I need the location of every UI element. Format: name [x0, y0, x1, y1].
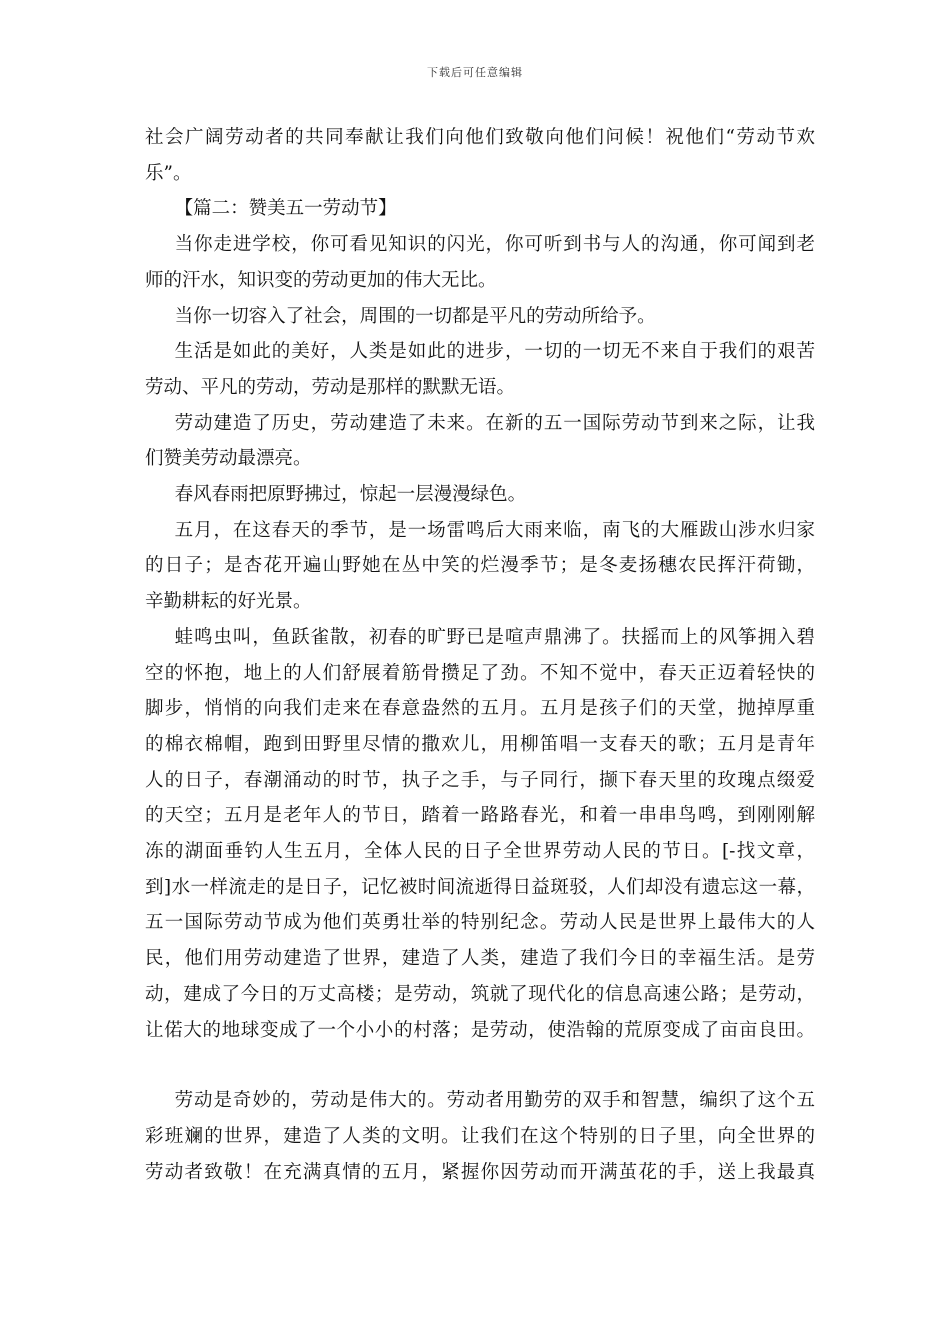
- paragraph: [145, 477, 815, 513]
- text-line: 劳动建造了历史，劳动建造了未来。在新的五一国际劳动节到来之际，让我: [174, 412, 815, 434]
- text-line: 春风春雨把原野拂过，惊起一层漫漫绿色。: [174, 484, 527, 506]
- text-line: 蛙鸣虫叫，鱼跃雀散，初春的旷野已是喧声鼎沸了。扶摇而上的风筝拥入碧: [174, 626, 815, 648]
- text-line: 生活是如此的美好，人类是如此的进步，一切的一切无不来自于我们的艰苦: [174, 341, 815, 363]
- paragraph: [145, 334, 815, 405]
- text-line: 们赞美劳动最漂亮。: [145, 448, 312, 470]
- text-line: 辛勤耕耘的好光景。: [145, 591, 312, 613]
- text-line: 到]水一样流走的是日子，记忆被时间流逝得日益斑驳，人们却没有遗忘这一幕，: [145, 876, 815, 898]
- paragraph: [145, 120, 815, 191]
- paragraph: [145, 299, 815, 335]
- text-line: 当你一切容入了社会，周围的一切都是平凡的劳动所给予。: [174, 305, 656, 327]
- section-heading: [145, 191, 815, 227]
- text-line: 彩班斓的世界，建造了人类的文明。让我们在这个特别的日子里，向全世界的: [145, 1125, 815, 1147]
- text-line: 社会广阔劳动者的共同奉献让我们向他们致敬向他们问候！祝他们“劳动节欢: [145, 127, 815, 148]
- document-body: [145, 120, 815, 1190]
- text-line: 空的怀抱，地上的人们舒展着筋骨攒足了劲。不知不觉中，春天正迈着轻快的: [145, 662, 815, 684]
- paragraph-gap: [145, 1048, 815, 1083]
- paragraph: [145, 513, 815, 620]
- text-line: 冻的湖面垂钓人生五月，全体人民的日子全世界劳动人民的节日。[-找文章，: [145, 841, 815, 863]
- text-line: 的天空；五月是老年人的节日，踏着一路路春光，和着一串串鸟鸣，到刚刚解: [145, 805, 815, 827]
- text-line: 【篇二：赞美五一劳动节】: [174, 198, 397, 220]
- text-line: 乐”。: [145, 162, 192, 184]
- text-line: 的日子；是杏花开遍山野她在丛中笑的烂漫季节；是冬麦扬穗农民挥汗荷锄，: [145, 555, 815, 577]
- text-line: 劳动者致敬！在充满真情的五月，紧握你因劳动而开满茧花的手，送上我最真: [145, 1161, 815, 1183]
- text-line: 劳动是奇妙的，劳动是伟大的。劳动者用勤劳的双手和智慧，编织了这个五: [174, 1090, 815, 1112]
- text-line: 人的日子，春潮涌动的时节，执子之手，与子同行，撷下春天里的玫瑰点缀爱: [145, 769, 815, 791]
- text-line: 五月，在这春天的季节，是一场雷鸣后大雨来临，南飞的大雁跋山涉水归家: [174, 519, 815, 541]
- page-header: 下载后可任意编辑: [427, 66, 523, 79]
- text-line: 师的汗水，知识变的劳动更加的伟大无比。: [145, 269, 497, 291]
- paragraph: [145, 227, 815, 298]
- text-line: 让偌大的地球变成了一个小小的村落；是劳动，使浩翰的荒原变成了亩亩良田。: [145, 1019, 815, 1041]
- text-line: 民，他们用劳动建造了世界，建造了人类，建造了我们今日的幸福生活。是劳: [145, 948, 815, 970]
- text-line: 的棉衣棉帽，跑到田野里尽情的撒欢儿，用柳笛唱一支春天的歌；五月是青年: [145, 733, 815, 755]
- text-line: 脚步，悄悄的向我们走来在春意盎然的五月。五月是孩子们的天堂，抛掉厚重: [145, 698, 815, 720]
- paragraph: [145, 620, 815, 1048]
- paragraph: [145, 406, 815, 477]
- text-line: 动，建成了今日的万丈高楼；是劳动，筑就了现代化的信息高速公路；是劳动，: [145, 983, 815, 1005]
- text-line: 当你走进学校，你可看见知识的闪光，你可听到书与人的沟通，你可闻到老: [174, 234, 815, 256]
- text-line: 五一国际劳动节成为他们英勇壮举的特别纪念。劳动人民是世界上最伟大的人: [145, 912, 815, 934]
- text-line: 劳动、平凡的劳动，劳动是那样的默默无语。: [145, 376, 516, 398]
- paragraph: [145, 1083, 815, 1190]
